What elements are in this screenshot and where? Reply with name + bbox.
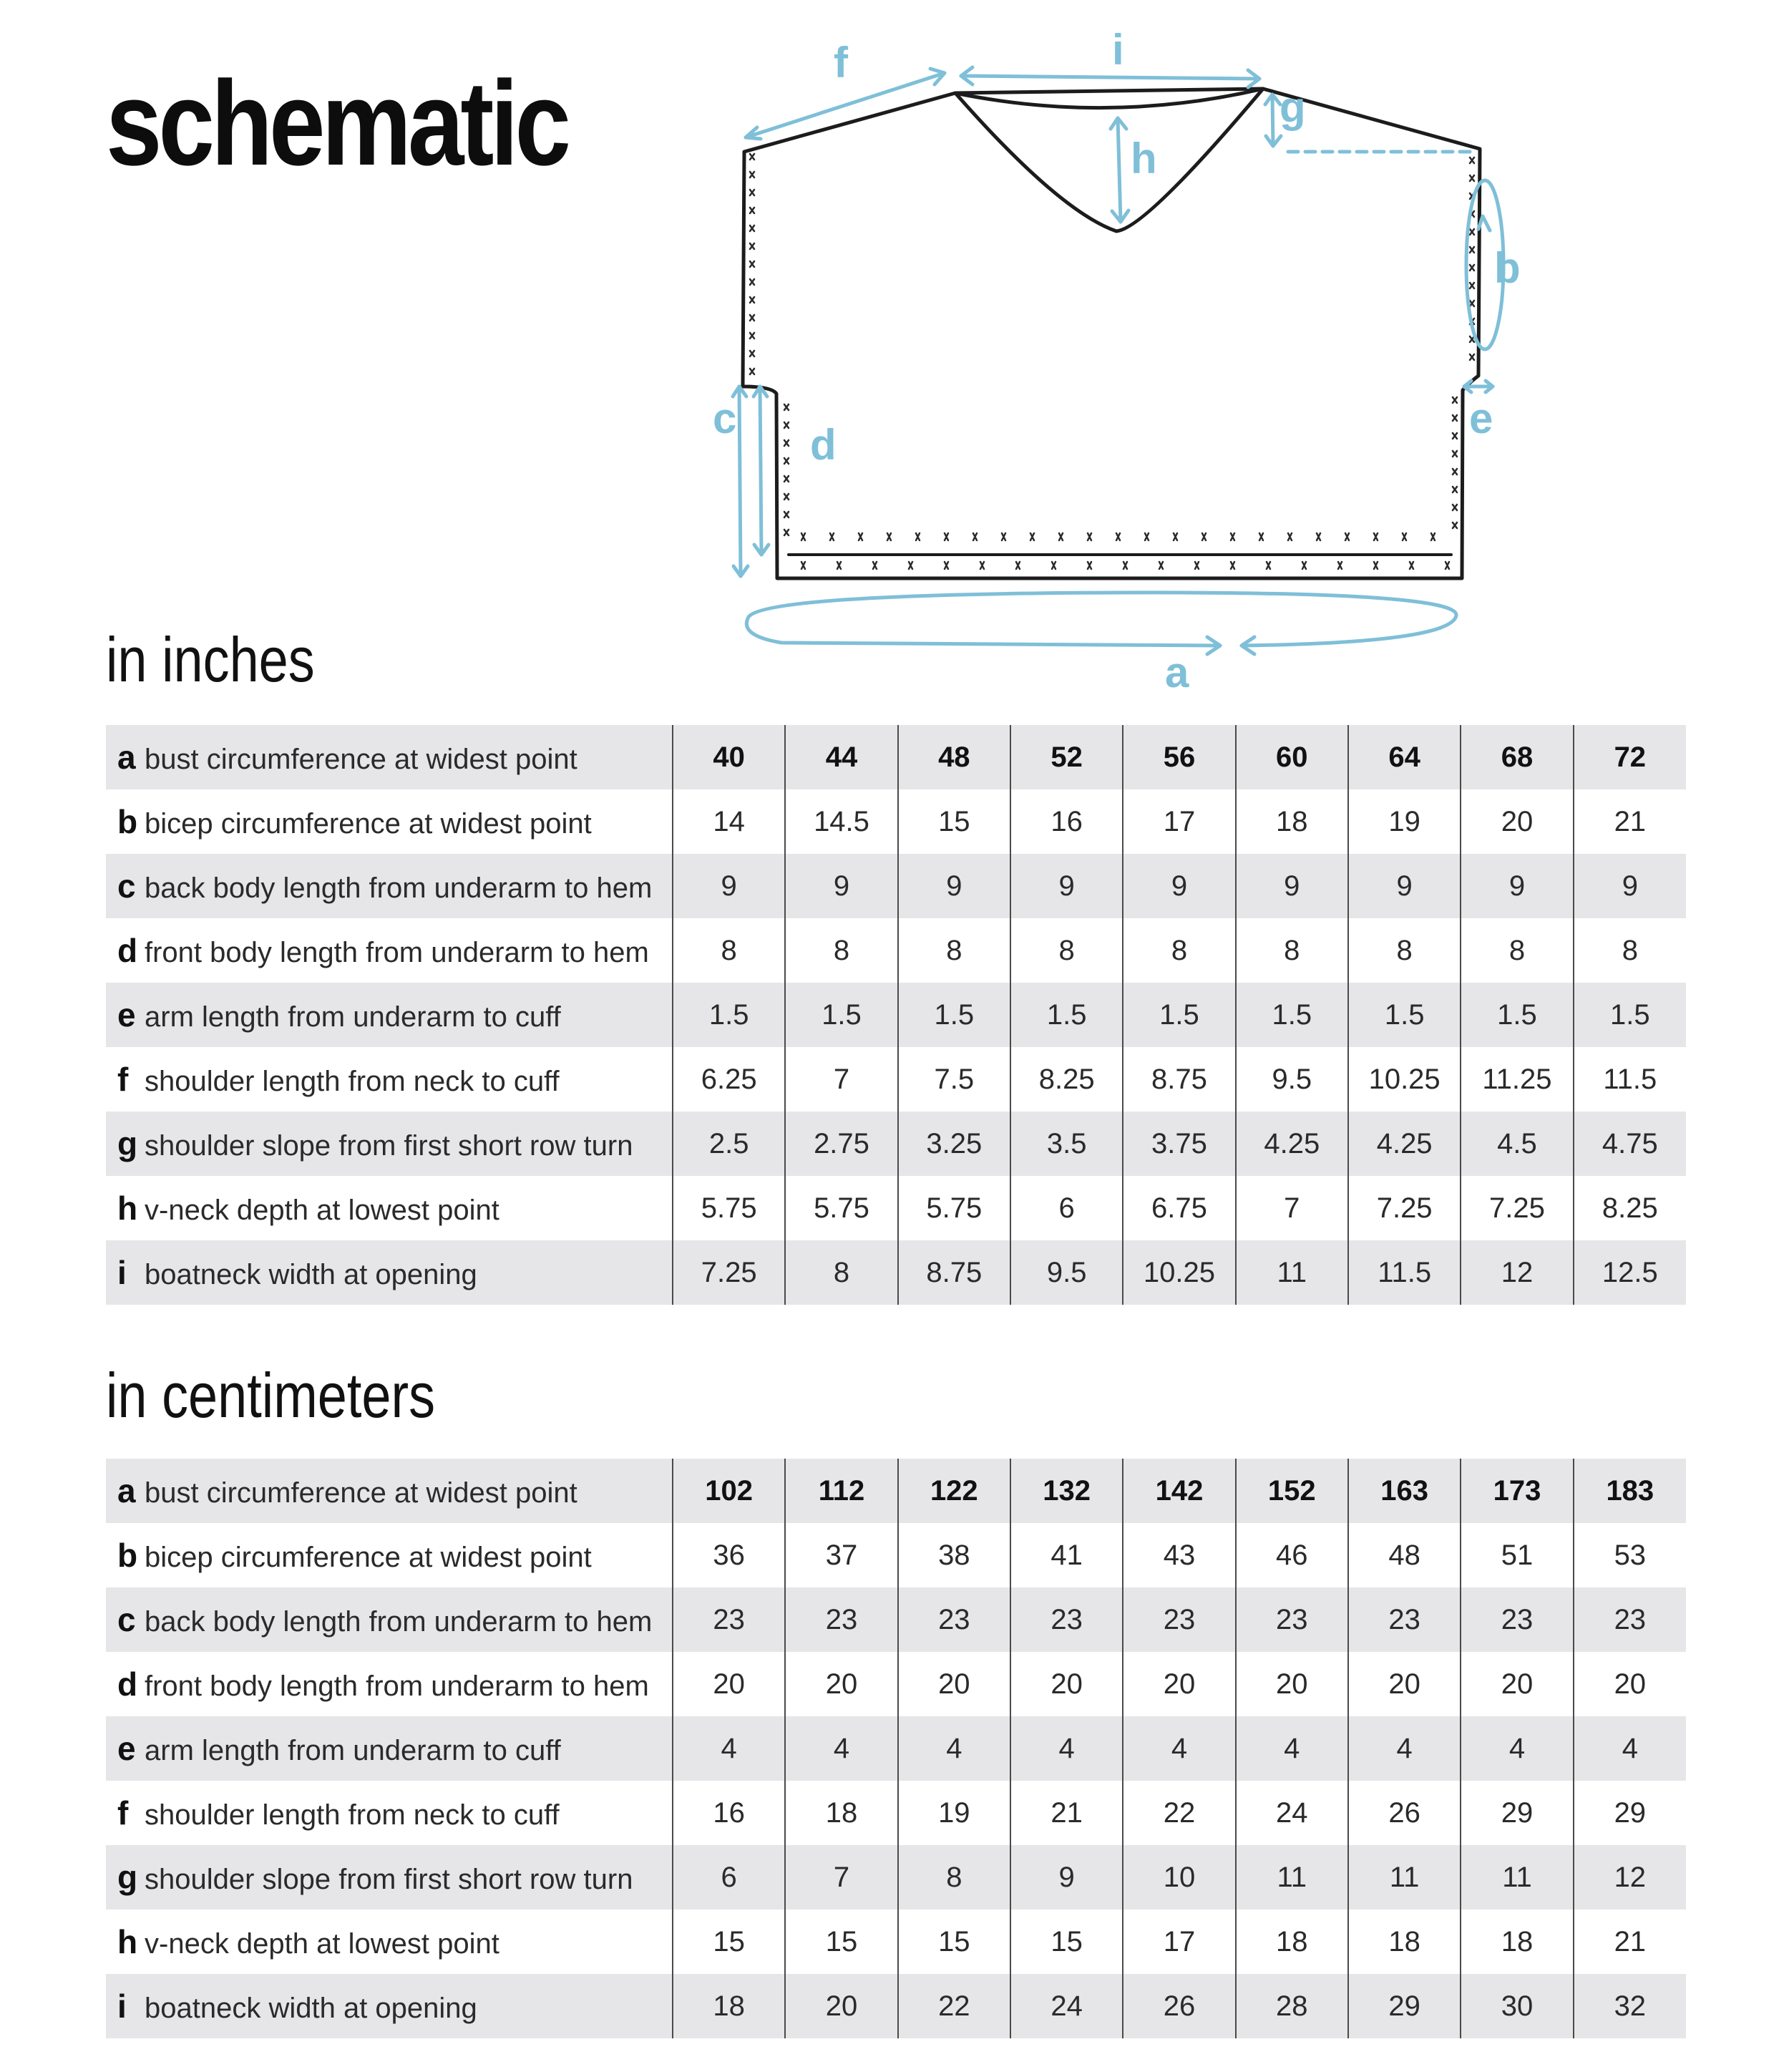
measure-a-loop	[746, 593, 1456, 646]
table-cell: 1.5	[785, 983, 897, 1047]
table-cell: 18	[1236, 1910, 1348, 1974]
section-title-inches: in inches	[106, 624, 315, 695]
measurement-letter: b	[117, 1537, 138, 1574]
table-cell: 8	[898, 1845, 1010, 1910]
table-cell: 11	[1236, 1845, 1348, 1910]
measurement-description: bicep circumference at widest point	[145, 1542, 592, 1573]
measurement-label-cell	[106, 1974, 673, 2038]
measurement-letter: h	[117, 1923, 138, 1960]
table-cell: 112	[785, 1459, 897, 1523]
table-cell: 12	[1574, 1845, 1686, 1910]
table-cell: 44	[785, 725, 897, 789]
table-cell: 64	[1348, 725, 1461, 789]
table-cell: 9	[1574, 854, 1686, 918]
table-cell: 4	[1348, 1716, 1461, 1781]
table-cell: 23	[1010, 1587, 1123, 1652]
table-cell: 38	[898, 1523, 1010, 1587]
table-cell: 29	[1574, 1781, 1686, 1845]
table-cell: 20	[785, 1652, 897, 1716]
table-cell: 28	[1236, 1974, 1348, 2038]
table-cell: 6	[1010, 1176, 1123, 1240]
label-d: d	[810, 421, 837, 469]
table-cell: 51	[1461, 1523, 1573, 1587]
table-cell: 10.25	[1348, 1047, 1461, 1112]
measure-d-line	[760, 386, 761, 555]
table-cell: 4	[898, 1716, 1010, 1781]
measurement-letter: a	[117, 1472, 136, 1509]
label-h: h	[1131, 135, 1157, 183]
measure-c-line	[739, 386, 741, 576]
table-cell: 20	[1010, 1652, 1123, 1716]
table-cell: 142	[1123, 1459, 1235, 1523]
table-cell: 14	[673, 789, 785, 854]
table-cell: 20	[1574, 1652, 1686, 1716]
table-cell: 4	[673, 1716, 785, 1781]
table-cell: 12.5	[1574, 1240, 1686, 1305]
table-cell: 9	[898, 854, 1010, 918]
table-cell: 8.75	[898, 1240, 1010, 1305]
table-cell: 19	[1348, 789, 1461, 854]
table-cell: 4.5	[1461, 1112, 1573, 1176]
measurement-label-cell	[106, 983, 673, 1047]
measurement-label-cell	[106, 1910, 673, 1974]
table-row-h	[106, 1910, 1686, 1974]
measurement-description: back body length from underarm to hem	[145, 872, 653, 904]
measurement-description: bust circumference at widest point	[145, 744, 577, 775]
label-c: c	[713, 394, 737, 442]
table-cell: 29	[1348, 1974, 1461, 2038]
table-cell: 4	[1236, 1716, 1348, 1781]
measurement-label-cell	[106, 854, 673, 918]
table-cell: 32	[1574, 1974, 1686, 2038]
measurement-letter: g	[117, 1859, 138, 1896]
right-side-ribbing	[1453, 397, 1457, 528]
table-cell: 9	[1461, 854, 1573, 918]
table-cell: 5.75	[785, 1176, 897, 1240]
table-cell: 53	[1574, 1523, 1686, 1587]
measurement-description: boatneck width at opening	[145, 1259, 477, 1290]
measurement-description: bust circumference at widest point	[145, 1477, 577, 1509]
table-row-g	[106, 1112, 1686, 1176]
table-cell: 15	[673, 1910, 785, 1974]
table-cell: 20	[785, 1974, 897, 2038]
table-cell: 24	[1010, 1974, 1123, 2038]
table-cell: 20	[898, 1652, 1010, 1716]
table-cell: 48	[898, 725, 1010, 789]
table-cell: 22	[1123, 1781, 1235, 1845]
table-cell: 5.75	[673, 1176, 785, 1240]
table-cell: 14.5	[785, 789, 897, 854]
centimeters-measurement-table	[106, 1459, 1686, 2038]
measurement-description: bicep circumference at widest point	[145, 808, 592, 840]
measurement-letter: c	[117, 867, 136, 905]
table-cell: 173	[1461, 1459, 1573, 1523]
table-cell: 4	[1461, 1716, 1573, 1781]
table-row-h	[106, 1176, 1686, 1240]
measurement-letter: e	[117, 996, 136, 1033]
table-cell: 23	[898, 1587, 1010, 1652]
table-cell: 20	[1348, 1652, 1461, 1716]
table-cell: 20	[1461, 1652, 1573, 1716]
table-cell: 60	[1236, 725, 1348, 789]
table-cell: 43	[1123, 1523, 1235, 1587]
table-cell: 7	[785, 1845, 897, 1910]
measurement-description: v-neck depth at lowest point	[145, 1195, 499, 1226]
table-cell: 9.5	[1236, 1047, 1348, 1112]
table-cell: 7	[785, 1047, 897, 1112]
table-cell: 7.25	[673, 1240, 785, 1305]
table-cell: 7.25	[1348, 1176, 1461, 1240]
table-row-i	[106, 1974, 1686, 2038]
table-cell: 19	[898, 1781, 1010, 1845]
table-cell: 56	[1123, 725, 1235, 789]
table-cell: 9.5	[1010, 1240, 1123, 1305]
measurement-label-cell	[106, 1523, 673, 1587]
table-row-c	[106, 1587, 1686, 1652]
table-cell: 8	[785, 1240, 897, 1305]
measurement-label-cell	[106, 1047, 673, 1112]
table-cell: 15	[785, 1910, 897, 1974]
table-cell: 8.25	[1574, 1176, 1686, 1240]
measurement-description: arm length from underarm to cuff	[145, 1001, 561, 1033]
table-cell: 18	[1461, 1910, 1573, 1974]
table-cell: 18	[673, 1974, 785, 2038]
measurement-description: shoulder slope from first short row turn	[145, 1130, 633, 1162]
table-cell: 20	[1461, 789, 1573, 854]
table-cell: 9	[1236, 854, 1348, 918]
table-cell: 18	[785, 1781, 897, 1845]
left-cuff-ribbing	[750, 154, 754, 374]
table-cell: 2.5	[673, 1112, 785, 1176]
measurement-letter: d	[117, 1665, 138, 1703]
table-cell: 4.25	[1348, 1112, 1461, 1176]
table-cell: 30	[1461, 1974, 1573, 2038]
table-cell: 21	[1574, 1910, 1686, 1974]
table-cell: 3.25	[898, 1112, 1010, 1176]
table-cell: 4	[785, 1716, 897, 1781]
table-cell: 8.25	[1010, 1047, 1123, 1112]
table-cell: 8	[898, 918, 1010, 983]
table-cell: 26	[1123, 1974, 1235, 2038]
table-cell: 11.5	[1574, 1047, 1686, 1112]
table-cell: 11	[1348, 1845, 1461, 1910]
table-cell: 2.75	[785, 1112, 897, 1176]
table-cell: 20	[673, 1652, 785, 1716]
measurement-label-cell	[106, 918, 673, 983]
measurement-description: shoulder length from neck to cuff	[145, 1066, 560, 1097]
label-g: g	[1279, 83, 1306, 131]
table-cell: 3.75	[1123, 1112, 1235, 1176]
table-cell: 29	[1461, 1781, 1573, 1845]
table-cell: 4	[1574, 1716, 1686, 1781]
table-cell: 23	[1123, 1587, 1235, 1652]
table-cell: 23	[673, 1587, 785, 1652]
table-cell: 17	[1123, 789, 1235, 854]
table-cell: 1.5	[1348, 983, 1461, 1047]
table-cell: 72	[1574, 725, 1686, 789]
table-cell: 8	[1123, 918, 1235, 983]
table-cell: 9	[673, 854, 785, 918]
table-cell: 46	[1236, 1523, 1348, 1587]
table-cell: 16	[673, 1781, 785, 1845]
measurement-label-cell	[106, 1845, 673, 1910]
table-row-d	[106, 1652, 1686, 1716]
table-cell: 15	[898, 1910, 1010, 1974]
measurement-description: front body length from underarm to hem	[145, 937, 649, 968]
measurement-letter: i	[117, 1254, 127, 1291]
table-cell: 23	[785, 1587, 897, 1652]
table-row-c	[106, 854, 1686, 918]
table-cell: 9	[1010, 854, 1123, 918]
measurement-description: back body length from underarm to hem	[145, 1606, 653, 1638]
inches-measurement-table	[106, 725, 1686, 1305]
measurement-letter: h	[117, 1190, 138, 1227]
table-cell: 8.75	[1123, 1047, 1235, 1112]
label-b: b	[1494, 244, 1521, 292]
table-cell: 183	[1574, 1459, 1686, 1523]
table-cell: 23	[1348, 1587, 1461, 1652]
table-cell: 10.25	[1123, 1240, 1235, 1305]
measurement-label-cell	[106, 1652, 673, 1716]
table-cell: 8	[1348, 918, 1461, 983]
table-cell: 18	[1236, 789, 1348, 854]
label-e: e	[1469, 394, 1493, 442]
measurement-description: arm length from underarm to cuff	[145, 1735, 561, 1766]
garment-outline	[743, 89, 1480, 578]
measurement-letter: i	[117, 1988, 127, 2025]
table-cell: 8	[1010, 918, 1123, 983]
table-cell: 122	[898, 1459, 1010, 1523]
table-cell: 1.5	[673, 983, 785, 1047]
measurement-label-cell	[106, 725, 673, 789]
table-cell: 163	[1348, 1459, 1461, 1523]
table-cell: 40	[673, 725, 785, 789]
table-cell: 22	[898, 1974, 1010, 2038]
measurement-letter: d	[117, 932, 138, 969]
label-a: a	[1165, 648, 1189, 696]
table-cell: 17	[1123, 1910, 1235, 1974]
measurement-label-cell	[106, 1459, 673, 1523]
table-cell: 9	[1010, 1845, 1123, 1910]
measurement-letter: b	[117, 803, 138, 840]
left-side-ribbing	[784, 404, 789, 535]
table-cell: 11.5	[1348, 1240, 1461, 1305]
table-row-b	[106, 1523, 1686, 1587]
table-cell: 1.5	[1123, 983, 1235, 1047]
measure-h-line	[1118, 118, 1121, 222]
table-cell: 16	[1010, 789, 1123, 854]
table-row-e	[106, 1716, 1686, 1781]
table-cell: 9	[785, 854, 897, 918]
measurement-letter: f	[117, 1061, 129, 1098]
table-cell: 1.5	[1574, 983, 1686, 1047]
table-cell: 11	[1236, 1240, 1348, 1305]
table-cell: 8	[673, 918, 785, 983]
table-cell: 8	[785, 918, 897, 983]
table-cell: 9	[1348, 854, 1461, 918]
table-cell: 24	[1236, 1781, 1348, 1845]
measurement-description: boatneck width at opening	[145, 1993, 477, 2024]
table-row-i	[106, 1240, 1686, 1305]
table-cell: 68	[1461, 725, 1573, 789]
table-row-e	[106, 983, 1686, 1047]
table-cell: 3.5	[1010, 1112, 1123, 1176]
table-cell: 15	[1010, 1910, 1123, 1974]
table-row-a	[106, 1459, 1686, 1523]
hem-ribbing	[801, 533, 1449, 569]
table-row-f	[106, 1781, 1686, 1845]
table-cell: 1.5	[1236, 983, 1348, 1047]
table-cell: 1.5	[1461, 983, 1573, 1047]
table-cell: 37	[785, 1523, 897, 1587]
table-cell: 4.75	[1574, 1112, 1686, 1176]
measurement-label-cell	[106, 1112, 673, 1176]
table-cell: 4	[1010, 1716, 1123, 1781]
front-v-neck	[955, 89, 1263, 231]
measurement-label-cell	[106, 1176, 673, 1240]
measure-i-line	[961, 76, 1259, 79]
table-cell: 36	[673, 1523, 785, 1587]
table-cell: 132	[1010, 1459, 1123, 1523]
table-cell: 20	[1123, 1652, 1235, 1716]
measurement-description: front body length from underarm to hem	[145, 1670, 649, 1702]
label-f: f	[834, 39, 848, 87]
table-cell: 41	[1010, 1523, 1123, 1587]
table-cell: 18	[1348, 1910, 1461, 1974]
measurement-description: shoulder slope from first short row turn	[145, 1864, 633, 1895]
table-cell: 21	[1574, 789, 1686, 854]
measurement-letter: e	[117, 1730, 136, 1767]
measurement-label-cell	[106, 1716, 673, 1781]
table-cell: 23	[1236, 1587, 1348, 1652]
table-cell: 8	[1461, 918, 1573, 983]
table-row-a	[106, 725, 1686, 789]
measurement-label-cell	[106, 1587, 673, 1652]
table-cell: 9	[1123, 854, 1235, 918]
table-cell: 23	[1461, 1587, 1573, 1652]
section-title-centimeters: in centimeters	[106, 1360, 436, 1431]
table-cell: 15	[898, 789, 1010, 854]
table-cell: 6.25	[673, 1047, 785, 1112]
sweater-schematic-diagram	[687, 26, 1521, 716]
table-row-f	[106, 1047, 1686, 1112]
measurement-label-cell	[106, 1240, 673, 1305]
table-cell: 20	[1236, 1652, 1348, 1716]
table-cell: 21	[1010, 1781, 1123, 1845]
table-cell: 7	[1236, 1176, 1348, 1240]
measurement-label-cell	[106, 1781, 673, 1845]
table-cell: 5.75	[898, 1176, 1010, 1240]
table-cell: 4	[1123, 1716, 1235, 1781]
table-cell: 1.5	[1010, 983, 1123, 1047]
measurement-letter: f	[117, 1794, 129, 1832]
table-cell: 10	[1123, 1845, 1235, 1910]
table-cell: 152	[1236, 1459, 1348, 1523]
table-cell: 8	[1574, 918, 1686, 983]
measurement-description: v-neck depth at lowest point	[145, 1928, 499, 1960]
table-cell: 11	[1461, 1845, 1573, 1910]
table-cell: 26	[1348, 1781, 1461, 1845]
table-row-d	[106, 918, 1686, 983]
table-cell: 23	[1574, 1587, 1686, 1652]
measurement-letter: g	[117, 1125, 138, 1162]
table-cell: 12	[1461, 1240, 1573, 1305]
measure-g-line	[1272, 94, 1273, 146]
table-cell: 48	[1348, 1523, 1461, 1587]
measurement-letter: a	[117, 739, 136, 776]
label-i: i	[1112, 26, 1124, 74]
table-cell: 8	[1236, 918, 1348, 983]
table-cell: 11.25	[1461, 1047, 1573, 1112]
table-cell: 4.25	[1236, 1112, 1348, 1176]
table-cell: 1.5	[898, 983, 1010, 1047]
table-cell: 7.25	[1461, 1176, 1573, 1240]
table-cell: 7.5	[898, 1047, 1010, 1112]
table-cell: 6	[673, 1845, 785, 1910]
table-row-b	[106, 789, 1686, 854]
table-row-g	[106, 1845, 1686, 1910]
table-cell: 52	[1010, 725, 1123, 789]
table-cell: 102	[673, 1459, 785, 1523]
table-cell: 6.75	[1123, 1176, 1235, 1240]
measurement-description: shoulder length from neck to cuff	[145, 1799, 560, 1831]
measurement-letter: c	[117, 1601, 136, 1638]
page-title: schematic	[106, 56, 567, 190]
measurement-label-cell	[106, 789, 673, 854]
